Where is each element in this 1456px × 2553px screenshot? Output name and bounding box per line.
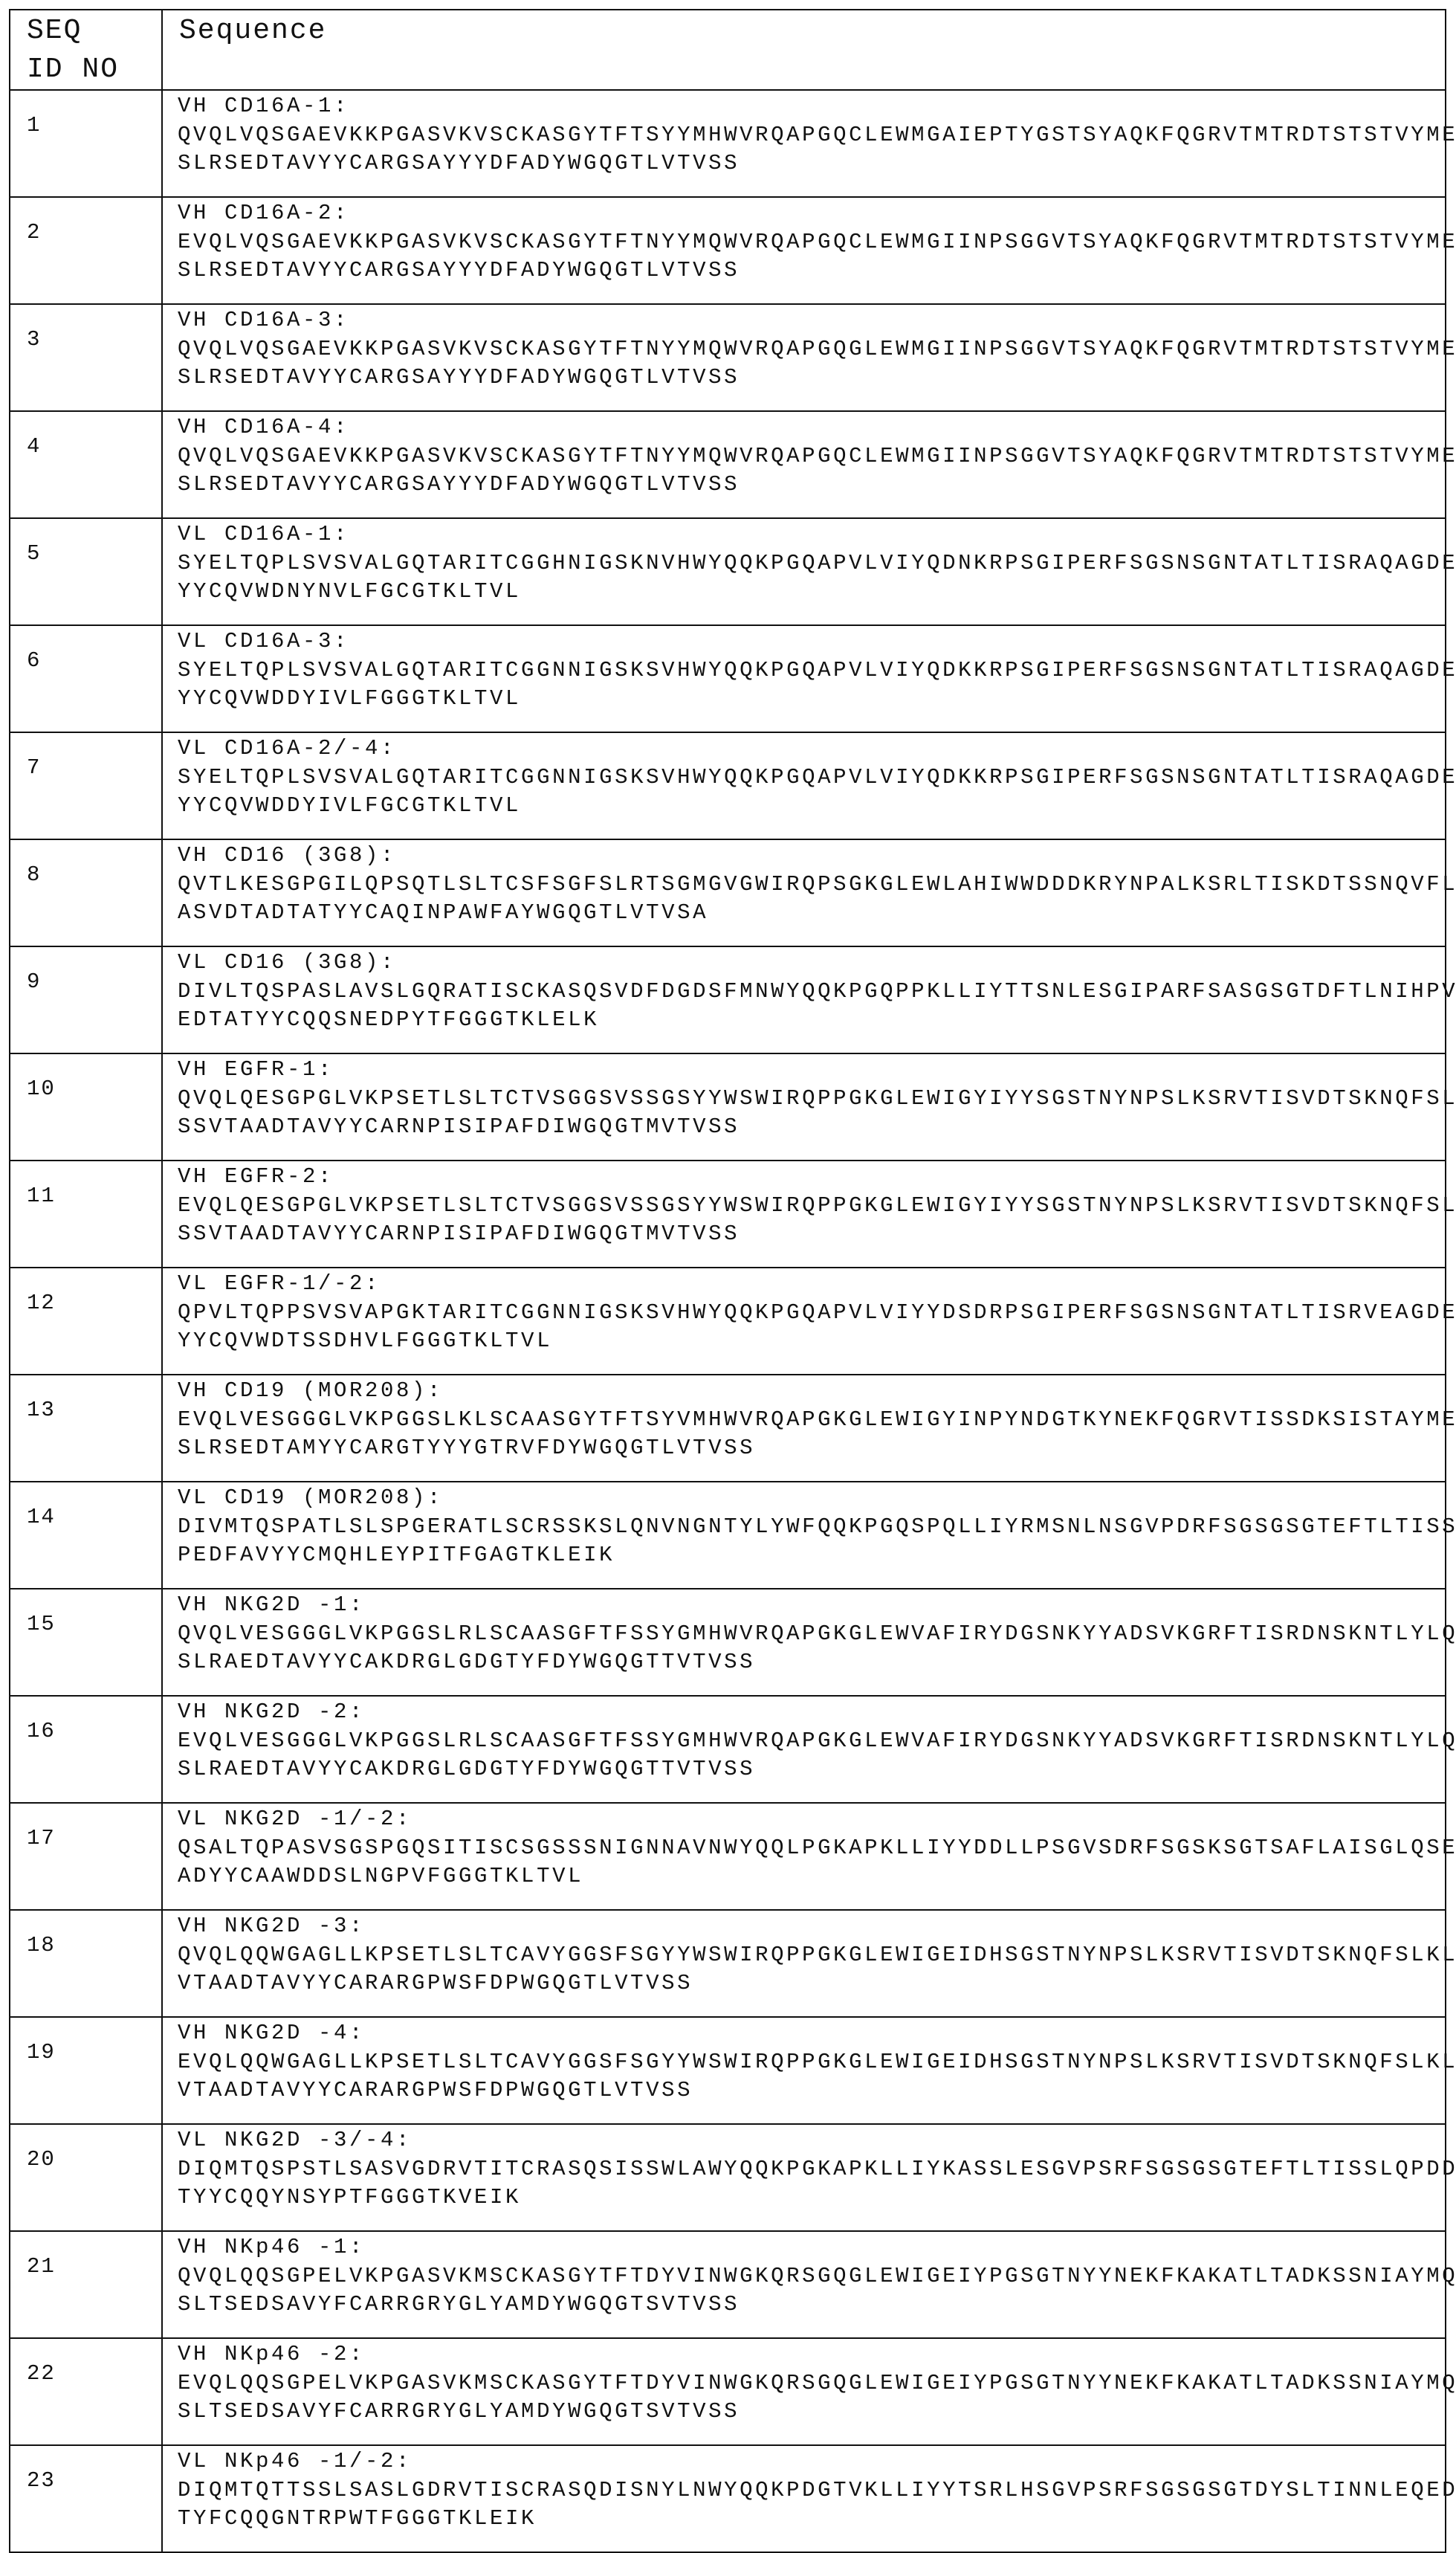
sequence-cell — [162, 1696, 1446, 1803]
sequence-line-2: SLRAEDTAVYYCAKDRGLGDGTYFDYWGQGTTVTVSS — [178, 1755, 1445, 1784]
sequence-line-1: DIVLTQSPASLAVSLGQRATISCKASQSVDFDGDSFMNWYQQKPGQPPKLLIYTTSNLESGIPARFSASGSGTDFTLNIHPVEE — [178, 978, 1445, 1007]
sequence-line-1: QVQLVQSGAEVKKPGASVKVSCKASGYTFTNYYMQWVRQAPGQCLEWMGIINPSGGVTSYAQKFQGRVTMTRDTSTSTVYMELS — [178, 442, 1445, 471]
sequence-line-2: SSVTAADTAVYYCARNPISIPAFDIWGQGTMVTVSS — [178, 1220, 1445, 1249]
table-row — [10, 2338, 1446, 2445]
sequence-label: VL CD19 (MOR208): — [178, 1484, 1445, 1513]
sequence-line-1: SYELTQPLSVSVALGQTARITCGGNNIGSKSVHWYQQKPGQAPVLVIYQDKKRPSGIPERFSGSNSGNTATLTISRAQAGDEAD — [178, 764, 1445, 793]
table-row — [10, 839, 1446, 946]
sequence-line-1: QVQLQQSGPELVKPGASVKMSCKASGYTFTDYVINWGKQRSGQGLEWIGEIYPGSGTNYYNEKFKAKATLTADKSSNIAYMQLS — [178, 2262, 1445, 2291]
table-row — [10, 946, 1446, 1053]
sequence-line-1: EVQLQESGPGLVKPSETLSLTCTVSGGSVSSGSYYWSWIRQPPGKGLEWIGYIYYSGSTNYNPSLKSRVTISVDTSKNQFSLKL — [178, 1192, 1445, 1221]
seq-id-cell: 8 — [10, 839, 162, 946]
table-row — [10, 2445, 1446, 2552]
seq-id-cell: 5 — [10, 518, 162, 625]
table-row — [10, 90, 1446, 197]
sequence-line-2: SLTSEDSAVYFCARRGRYGLYAMDYWGQGTSVTVSS — [178, 2398, 1445, 2427]
sequence-line-1: QVQLVQSGAEVKKPGASVKVSCKASGYTFTNYYMQWVRQAPGQGLEWMGIINPSGGVTSYAQKFQGRVTMTRDTSTSTVYMELS — [178, 335, 1445, 364]
header-seq-id-line2: ID NO — [27, 51, 161, 89]
sequence-cell — [162, 1589, 1446, 1696]
table-row — [10, 625, 1446, 732]
sequence-cell — [162, 1803, 1446, 1910]
sequence-line-2: SLRSEDTAMYYCARGTYYYGTRVFDYWGQGTLVTVSS — [178, 1434, 1445, 1463]
sequence-line-1: QVQLQQWGAGLLKPSETLSLTCAVYGGSFSGYYWSWIRQPPGKGLEWIGEIDHSGSTNYNPSLKSRVTISVDTSKNQFSLKLSS — [178, 1941, 1445, 1970]
sequence-label: VH CD16A-1: — [178, 92, 1445, 121]
sequence-line-1: QSALTQPASVSGSPGQSITISCSGSSSNIGNNAVNWYQQLPGKAPKLLIYYDDLLPSGVSDRFSGSKSGTSAFLAISGLQSEDE — [178, 1834, 1445, 1863]
sequence-line-2: TYYCQQYNSYPTFGGGTKVEIK — [178, 2184, 1445, 2213]
sequence-label: VH EGFR-1: — [178, 1056, 1445, 1085]
sequence-label: VH NKG2D -3: — [178, 1912, 1445, 1941]
sequence-line-1: QVQLVQSGAEVKKPGASVKVSCKASGYTFTSYYMHWVRQAPGQCLEWMGAIEPTYGSTSYAQKFQGRVTMTRDTSTSTVYMELS — [178, 121, 1445, 150]
header-sequence: Sequence — [162, 10, 1446, 90]
table-header-row — [10, 10, 1446, 90]
table-row — [10, 1053, 1446, 1161]
sequence-line-2: SLRSEDTAVYYCARGSAYYYDFADYWGQGTLVTVSS — [178, 256, 1445, 285]
sequence-cell — [162, 2445, 1446, 2552]
table-row — [10, 732, 1446, 839]
sequence-label: VL CD16A-1: — [178, 520, 1445, 549]
sequence-line-1: DIVMTQSPATLSLSPGERATLSCRSSKSLQNVNGNTYLYWFQQKPGQSPQLLIYRMSNLNSGVPDRFSGSGSGTEFTLTISSLE — [178, 1513, 1445, 1542]
sequence-label: VL NKp46 -1/-2: — [178, 2447, 1445, 2476]
seq-id-cell: 16 — [10, 1696, 162, 1803]
sequence-line-1: EVQLQQSGPELVKPGASVKMSCKASGYTFTDYVINWGKQRSGQGLEWIGEIYPGSGTNYYNEKFKAKATLTADKSSNIAYMQLS — [178, 2369, 1445, 2398]
seq-id-cell: 12 — [10, 1268, 162, 1375]
sequence-label: VH CD16A-4: — [178, 413, 1445, 442]
sequence-line-2: EDTATYYCQQSNEDPYTFGGGTKLELK — [178, 1006, 1445, 1035]
sequence-line-2: YYCQVWDTSSDHVLFGGGTKLTVL — [178, 1327, 1445, 1356]
sequence-cell — [162, 411, 1446, 518]
seq-id-cell: 9 — [10, 946, 162, 1053]
sequence-cell — [162, 1482, 1446, 1589]
sequence-line-1: DIQMTQSPSTLSASVGDRVTITCRASQSISSWLAWYQQKPGKAPKLLIYKASSLESGVPSRFSGSGSGTEFTLTISSLQPDDFA — [178, 2155, 1445, 2184]
seq-id-cell: 18 — [10, 1910, 162, 2017]
sequence-label: VH NKp46 -2: — [178, 2340, 1445, 2369]
sequence-line-1: EVQLVESGGGLVKPGGSLRLSCAASGFTFSSYGMHWVRQAPGKGLEWVAFIRYDGSNKYYADSVKGRFTISRDNSKNTLYLQMN — [178, 1727, 1445, 1756]
seq-id-cell: 22 — [10, 2338, 162, 2445]
sequence-label: VL NKG2D -3/-4: — [178, 2126, 1445, 2155]
sequence-line-2: VTAADTAVYYCARARGPWSFDPWGQGTLVTVSS — [178, 2076, 1445, 2105]
table-row — [10, 1696, 1446, 1803]
sequence-cell — [162, 1375, 1446, 1482]
sequence-cell — [162, 1910, 1446, 2017]
table-row — [10, 1482, 1446, 1589]
table-row — [10, 1161, 1446, 1268]
sequence-line-2: SLRSEDTAVYYCARGSAYYYDFADYWGQGTLVTVSS — [178, 149, 1445, 178]
sequence-label: VH CD16 (3G8): — [178, 842, 1445, 871]
sequence-cell — [162, 197, 1446, 304]
table-row — [10, 2124, 1446, 2231]
sequence-label: VH NKG2D -2: — [178, 1698, 1445, 1727]
sequence-line-1: SYELTQPLSVSVALGQTARITCGGNNIGSKSVHWYQQKPGQAPVLVIYQDKKRPSGIPERFSGSNSGNTATLTISRAQAGDEAD — [178, 656, 1445, 685]
sequence-table — [9, 9, 1446, 2553]
sequence-line-1: QVQLVESGGGLVKPGGSLRLSCAASGFTFSSYGMHWVRQAPGKGLEWVAFIRYDGSNKYYADSVKGRFTISRDNSKNTLYLQMN — [178, 1620, 1445, 1649]
sequence-cell — [162, 1053, 1446, 1161]
table-row — [10, 518, 1446, 625]
sequence-cell — [162, 2124, 1446, 2231]
header-seq-id-no — [10, 10, 162, 90]
sequence-line-1: QVQLQESGPGLVKPSETLSLTCTVSGGSVSSGSYYWSWIRQPPGKGLEWIGYIYYSGSTNYNPSLKSRVTISVDTSKNQFSLKL — [178, 1085, 1445, 1114]
table-row — [10, 2017, 1446, 2124]
seq-id-cell: 7 — [10, 732, 162, 839]
sequence-cell — [162, 90, 1446, 197]
sequence-line-1: DIQMTQTTSSLSASLGDRVTISCRASQDISNYLNWYQQKPDGTVKLLIYYTSRLHSGVPSRFSGSGSGTDYSLTINNLEQEDIA — [178, 2476, 1445, 2505]
seq-id-cell: 20 — [10, 2124, 162, 2231]
sequence-line-2: SLTSEDSAVYFCARRGRYGLYAMDYWGQGTSVTVSS — [178, 2291, 1445, 2320]
table-row — [10, 1803, 1446, 1910]
sequence-label: VH EGFR-2: — [178, 1163, 1445, 1192]
seq-id-cell: 4 — [10, 411, 162, 518]
sequence-label: VL CD16 (3G8): — [178, 949, 1445, 978]
sequence-line-2: YYCQVWDNYNVLFGCGTKLTVL — [178, 578, 1445, 607]
seq-id-cell: 21 — [10, 2231, 162, 2338]
sequence-line-2: SLRSEDTAVYYCARGSAYYYDFADYWGQGTLVTVSS — [178, 364, 1445, 393]
sequence-cell — [162, 304, 1446, 411]
sequence-cell — [162, 625, 1446, 732]
sequence-line-2: VTAADTAVYYCARARGPWSFDPWGQGTLVTVSS — [178, 1969, 1445, 1998]
sequence-line-2: SSVTAADTAVYYCARNPISIPAFDIWGQGTMVTVSS — [178, 1113, 1445, 1142]
sequence-line-2: PEDFAVYYCMQHLEYPITFGAGTKLEIK — [178, 1541, 1445, 1570]
seq-id-cell: 11 — [10, 1161, 162, 1268]
sequence-line-1: EVQLVESGGGLVKPGGSLKLSCAASGYTFTSYVMHWVRQAPGKGLEWIGYINPYNDGTKYNEKFQGRVTISSDKSISTAYMELS — [178, 1406, 1445, 1435]
sequence-cell — [162, 1268, 1446, 1375]
seq-id-cell: 3 — [10, 304, 162, 411]
table-row — [10, 197, 1446, 304]
seq-id-cell: 10 — [10, 1053, 162, 1161]
sequence-label: VH CD16A-3: — [178, 306, 1445, 335]
seq-id-cell: 2 — [10, 197, 162, 304]
sequence-cell — [162, 732, 1446, 839]
sequence-line-2: SLRSEDTAVYYCARGSAYYYDFADYWGQGTLVTVSS — [178, 471, 1445, 500]
seq-id-cell: 1 — [10, 90, 162, 197]
table-row — [10, 1589, 1446, 1696]
sequence-label: VH NKG2D -1: — [178, 1591, 1445, 1620]
sequence-cell — [162, 2231, 1446, 2338]
seq-id-cell: 17 — [10, 1803, 162, 1910]
sequence-label: VL EGFR-1/-2: — [178, 1270, 1445, 1299]
header-seq-id-line1: SEQ — [27, 12, 161, 51]
sequence-label: VL CD16A-3: — [178, 627, 1445, 656]
sequence-label: VH NKG2D -4: — [178, 2019, 1445, 2048]
sequence-line-2: TYFCQQGNTRPWTFGGGTKLEIK — [178, 2505, 1445, 2534]
sequence-line-2: SLRAEDTAVYYCAKDRGLGDGTYFDYWGQGTTVTVSS — [178, 1648, 1445, 1677]
sequence-cell — [162, 518, 1446, 625]
table-body — [10, 90, 1446, 2552]
sequence-line-1: QVTLKESGPGILQPSQTLSLTCSFSGFSLRTSGMGVGWIRQPSGKGLEWLAHIWWDDDKRYNPALKSRLTISKDTSSNQVFLKI — [178, 871, 1445, 900]
sequence-label: VL NKG2D -1/-2: — [178, 1805, 1445, 1834]
table-row — [10, 304, 1446, 411]
sequence-cell — [162, 2338, 1446, 2445]
sequence-label: VL CD16A-2/-4: — [178, 735, 1445, 764]
sequence-label: VH CD16A-2: — [178, 199, 1445, 228]
table-row — [10, 411, 1446, 518]
table-row — [10, 2231, 1446, 2338]
table-row — [10, 1910, 1446, 2017]
seq-id-cell: 19 — [10, 2017, 162, 2124]
sequence-cell — [162, 2017, 1446, 2124]
seq-id-cell: 23 — [10, 2445, 162, 2552]
sequence-label: VH NKp46 -1: — [178, 2233, 1445, 2262]
sequence-line-2: ASVDTADTATYYCAQINPAWFAYWGQGTLVTVSA — [178, 899, 1445, 928]
sequence-line-2: YYCQVWDDYIVLFGGGTKLTVL — [178, 685, 1445, 714]
seq-id-cell: 14 — [10, 1482, 162, 1589]
sequence-line-1: EVQLQQWGAGLLKPSETLSLTCAVYGGSFSGYYWSWIRQPPGKGLEWIGEIDHSGSTNYNPSLKSRVTISVDTSKNQFSLKLSS — [178, 2048, 1445, 2077]
sequence-cell — [162, 839, 1446, 946]
sequence-label: VH CD19 (MOR208): — [178, 1377, 1445, 1406]
sequence-line-2: ADYYCAAWDDSLNGPVFGGGTKLTVL — [178, 1862, 1445, 1891]
sequence-cell — [162, 1161, 1446, 1268]
seq-id-cell: 15 — [10, 1589, 162, 1696]
seq-id-cell: 13 — [10, 1375, 162, 1482]
sequence-line-1: EVQLVQSGAEVKKPGASVKVSCKASGYTFTNYYMQWVRQAPGQCLEWMGIINPSGGVTSYAQKFQGRVTMTRDTSTSTVYMELS — [178, 228, 1445, 257]
sequence-line-1: SYELTQPLSVSVALGQTARITCGGHNIGSKNVHWYQQKPGQAPVLVIYQDNKRPSGIPERFSGSNSGNTATLTISRAQAGDEAD — [178, 549, 1445, 578]
table-row — [10, 1268, 1446, 1375]
sequence-line-2: YYCQVWDDYIVLFGCGTKLTVL — [178, 792, 1445, 821]
table-row — [10, 1375, 1446, 1482]
seq-id-cell: 6 — [10, 625, 162, 732]
sequence-line-1: QPVLTQPPSVSVAPGKTARITCGGNNIGSKSVHWYQQKPGQAPVLVIYYDSDRPSGIPERFSGSNSGNTATLTISRVEAGDEAD — [178, 1299, 1445, 1328]
sequence-cell — [162, 946, 1446, 1053]
